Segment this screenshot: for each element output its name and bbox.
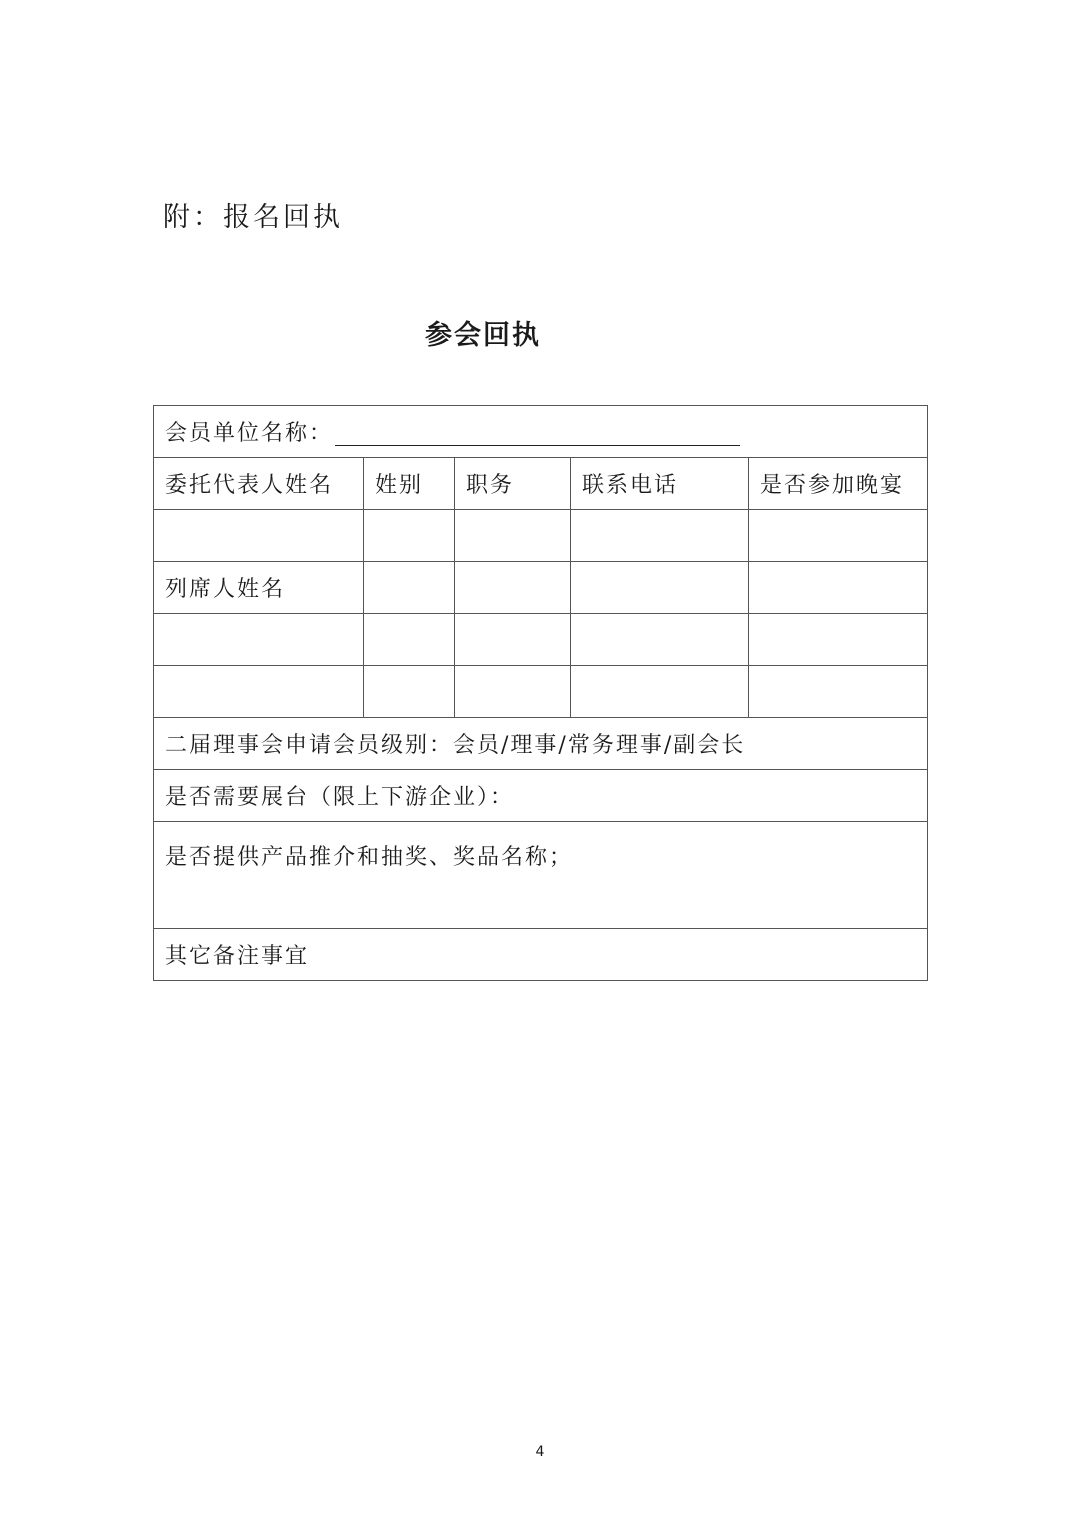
attendee-phone-cell[interactable] xyxy=(571,614,749,666)
header-phone: 联系电话 xyxy=(571,458,749,510)
attendee-name-cell[interactable] xyxy=(154,666,364,718)
delegate-entry-row xyxy=(154,510,928,562)
promotion-question-cell[interactable]: 是否提供产品推介和抽奖、奖品名称； xyxy=(154,822,928,929)
member-unit-fill-line[interactable] xyxy=(335,423,740,446)
attendee-dinner-cell[interactable] xyxy=(749,562,928,614)
attendee-position-cell[interactable] xyxy=(455,666,571,718)
booth-question-cell[interactable]: 是否需要展台（限上下游企业）： xyxy=(154,770,928,822)
attendee-gender-cell[interactable] xyxy=(364,562,455,614)
promotion-row xyxy=(154,822,928,929)
delegate-name-cell[interactable] xyxy=(154,510,364,562)
registration-receipt-table xyxy=(153,405,928,981)
header-delegate-name: 委托代表人姓名 xyxy=(154,458,364,510)
form-title: 参会回执 xyxy=(425,320,541,351)
attendee-entry-row xyxy=(154,666,928,718)
delegate-position-cell[interactable] xyxy=(455,510,571,562)
attendee-dinner-cell[interactable] xyxy=(749,666,928,718)
delegate-dinner-cell[interactable] xyxy=(749,510,928,562)
attachment-heading: 附：报名回执 xyxy=(163,202,343,233)
attendee-gender-cell[interactable] xyxy=(364,666,455,718)
member-unit-row xyxy=(154,406,928,458)
attendee-label: 列席人姓名 xyxy=(154,562,364,614)
council-level-row xyxy=(154,718,928,770)
page-number: 4 xyxy=(535,1444,545,1460)
other-notes-row xyxy=(154,929,928,981)
delegate-phone-cell[interactable] xyxy=(571,510,749,562)
delegate-gender-cell[interactable] xyxy=(364,510,455,562)
attendee-entry-row xyxy=(154,614,928,666)
header-gender: 姓别 xyxy=(364,458,455,510)
other-notes-cell[interactable]: 其它备注事宜 xyxy=(154,929,928,981)
council-level-cell[interactable]: 二届理事会申请会员级别：会员/理事/常务理事/副会长 xyxy=(154,718,928,770)
attendee-header-row xyxy=(154,562,928,614)
attendee-phone-cell[interactable] xyxy=(571,666,749,718)
member-unit-label: 会员单位名称： xyxy=(165,421,334,446)
attendee-name-cell[interactable] xyxy=(154,614,364,666)
header-attend-dinner: 是否参加晚宴 xyxy=(749,458,928,510)
attendee-phone-cell[interactable] xyxy=(571,562,749,614)
attendee-position-cell[interactable] xyxy=(455,614,571,666)
header-position: 职务 xyxy=(455,458,571,510)
attendee-dinner-cell[interactable] xyxy=(749,614,928,666)
attendee-position-cell[interactable] xyxy=(455,562,571,614)
attendee-gender-cell[interactable] xyxy=(364,614,455,666)
delegate-header-row xyxy=(154,458,928,510)
booth-row xyxy=(154,770,928,822)
member-unit-cell[interactable] xyxy=(154,406,928,458)
